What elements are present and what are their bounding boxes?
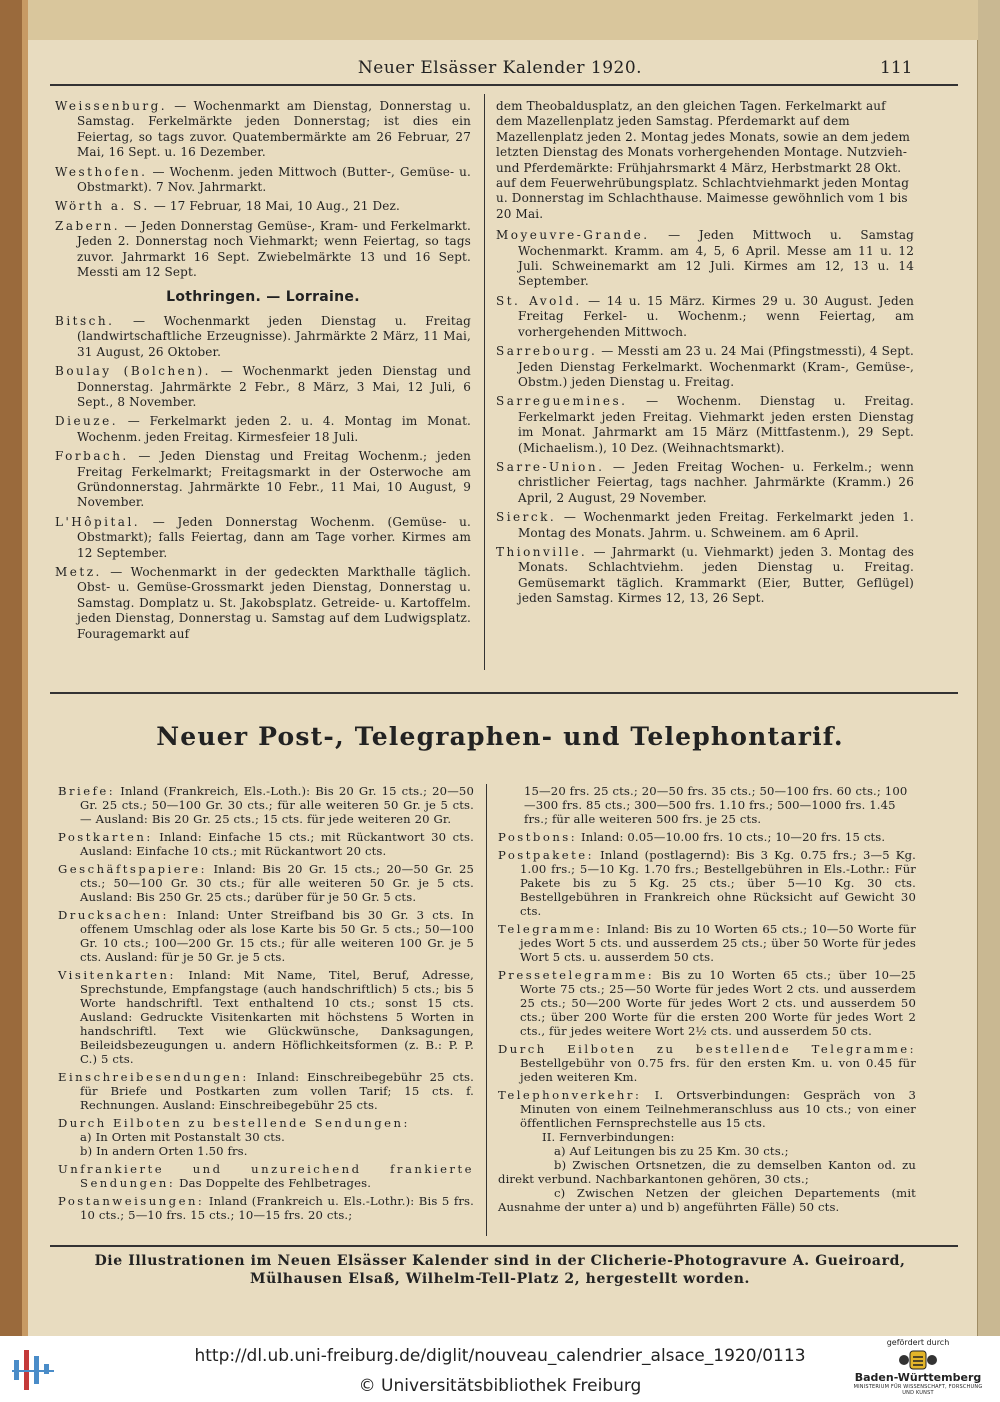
eilboten-item: b) In andern Orten 1.50 frs. [80, 1144, 248, 1158]
tariff-entry: Briefe: Inland (Frankreich, Els.-Loth.): Bis 20 Gr. 15 cts.; 20—50 Gr. 25 cts.; 50—100 Gr. 30 cts.; für alle weiteren 50 Gr. je 5 cts. — Ausland: Bis 20 Gr. 25 cts.; 15 cts. für jede weiteren 20 Gr. [58, 784, 474, 826]
book-binding [0, 0, 22, 1336]
market-entry: Moyeuvre-Grande. — Jeden Mittwoch u. Samstag Wochenmarkt. Kramm. am 4, 5, 6 April. Messe am 11 u. 12 Juli. Schweinemarkt am 12 Juli. Kirmes am 12, 13 u. 14 September. [496, 228, 914, 289]
tariff-entry: Einschreibesendungen: Inland: Einschreibegebühr 25 cts. für Briefe und Postkarten zum vollen Tarif; 15 cts. f. Rechnungen. Ausland: Einschreibegebühr 25 cts. [58, 1070, 474, 1112]
tariff-entry: Postkarten: Inland: Einfache 15 cts.; mit Rückantwort 30 cts. Ausland: Einfache 10 cts.; mit Rückantwort 20 cts. [58, 830, 474, 858]
tariff-entry: Durch Eilboten zu bestellende Sendungen: [58, 1116, 410, 1130]
tariff-entry: Geschäftspapiere: Inland: Bis 20 Gr. 15 cts.; 20—50 Gr. 25 cts.; 50—100 Gr. 30 cts.; für alle weiteren 50 Gr. je 5 cts. Ausland: Bis 250 Gr. 25 cts.; darüber für je 50 Gr. 5 cts. [58, 862, 474, 904]
market-entry: Sarreguemines. — Wochenm. Dienstag u. Freitag. Ferkelmarkt jeden Freitag. Viehmarkt jeden ersten Dienstag im Monat. Jahrmarkt am 15 März (Mittfastenm.), 29 Sept. (Michaelism.), 10 Dez. (Weihnachtsmarkt). [496, 394, 914, 455]
permalink-url[interactable]: http://dl.ub.uni-freiburg.de/diglit/nouveau_calendrier_alsace_1920/0113 [194, 1346, 806, 1366]
market-entry: L'Hôpital. — Jeden Donnerstag Wochenm. (Gemüse- u. Obstmarkt); falls Feiertag, dann am Tage vorher. Kirmes am 12 September. [55, 514, 471, 560]
fern-item: a) Auf Leitungen bis zu 25 Km. 30 cts.; [554, 1144, 789, 1158]
market-entry: Dieuze. — Ferkelmarkt jeden 2. u. 4. Montag im Monat. Wochenm. jeden Freitag. Kirmesfeier 18 Juli. [55, 414, 471, 444]
market-entry: Thionville. — Jahrmarkt (u. Viehmarkt) jeden 3. Montag des Monats. Schlachtviehm. jeden Dienstag u. Freitag. Gemüsemarkt täglich. Krammarkt (Eier, Butter, Geflügel) jeden Samstag. Kirmes 12, 13, 26 Sept. [496, 544, 914, 606]
tariff-entry: Durch Eilboten zu bestellende Telegramme: Bestellgebühr von 0.75 frs. für den ersten Km. u. von 0.45 für jeden weiteren Km. [498, 1042, 916, 1084]
sponsor-logo [848, 1338, 988, 1400]
market-entry: Sierck. — Wochenmarkt jeden Freitag. Ferkelmarkt jeden 1. Montag des Monats. Jahrm. u. Schweinem. am 6 April. [496, 510, 914, 540]
market-entry: Sarre-Union. — Jeden Freitag Wochen- u. Ferkelm.; wenn christlicher Feiertag, tags nachher. Jahrmärkte (Kramm.) 26 April, 2 August, 29 November. [496, 459, 914, 505]
lorraine-heading: Lothringen. — Lorraine. [166, 289, 360, 306]
market-entry: Wörth a. S. — 17 Februar, 18 Mai, 10 Aug., 21 Dez. [55, 199, 400, 214]
page-edge [977, 0, 1000, 1336]
section-rule [50, 692, 958, 694]
tariff-entry: Postpakete: Inland (postlagernd): Bis 3 Kg. 0.75 frs.; 3—5 Kg. 1.00 frs.; 5—10 Kg. 1.70 frs.; Bestellgebühren in Els.-Lothr.: Für Pakete bis zu 5 Kg. 25 cts.; über 5—10 Kg. 30 cts. Bestellgebühren in Frankreich ohne Rücksicht auf Gewicht 30 cts. [498, 848, 916, 918]
market-entry: Weissenburg. — Wochenmarkt am Dienstag, Donnerstag u. Samstag. Ferkelmärkte jeden Donnerstag; ist dies ein Feiertag, so tags zuvor. Quatembermärkte am 26 Februar, 27 Mai, 16 Sept. u. 16 Dezember. [55, 99, 471, 160]
imprint-rule [50, 1245, 958, 1247]
tariff-entry: Postbons: Inland: 0.05—10.00 frs. 10 cts.; 10—20 frs. 15 cts. [498, 830, 886, 844]
page-number: 111 [880, 58, 913, 78]
market-entry: Boulay (Bolchen). — Wochenmarkt jeden Dienstag und Donnerstag. Jahrmärkte 2 Febr., 8 März, 3 Mai, 12 Juli, 6 Sept., 8 November. [55, 364, 471, 409]
tariff-entry: Unfrankierte und unzureichend frankierte Sendungen: Das Doppelte des Fehlbetrages. [58, 1162, 474, 1190]
market-entry: Forbach. — Jeden Dienstag und Freitag Wochenm.; jeden Freitag Ferkelmarkt; Freitagsmarkt in der Osterwoche am Gründonnerstag. Jahrmärkte 10 Febr., 11 Mai, 10 August, 9 November. [55, 449, 471, 510]
tariff-left-column [58, 784, 474, 1226]
market-entry: Westhofen. — Wochenm. jeden Mittwoch (Butter-, Gemüse- u. Obstmarkt). 7 Nov. Jahrmarkt. [55, 164, 471, 195]
market-entry: Sarrebourg. — Messti am 23 u. 24 Mai (Pfingstmessti), 4 Sept. Jeden Dienstag Ferkelmarkt. Wochenmarkt (Kram-, Gemüse-, Obstm.) jeden Dienstag u. Freitag. [496, 344, 914, 389]
sponsor-name: Baden-Württemberg [854, 1371, 982, 1384]
tariff-entry: Visitenkarten: Inland: Mit Name, Titel, Beruf, Adresse, Sprechstunde, Empfangstage (auch handschriftlich) 5 cts.; bis 5 Worte handschriftl. Text enthaltend 10 cts.; sonst 15 cts. Ausland: Gedruckte Visitenkarten mit höchstens 5 Worten in handschriftl. Text wie Glückwünsche, Danksagungen, Beileidsbezeugungen u. andern Höflichkeitsformen (z. B.: P. P. C.) 5 cts. [58, 968, 474, 1066]
metz-continuation: dem Theobaldusplatz, an den gleichen Tagen. Ferkelmarkt auf dem Mazellenplatz jeden Samstag. Pferdemarkt auf dem Mazellenplatz jeden 2. Montag jedes Monats, sowie an dem jedem letzten Dienstag des Monats vorhergehenden Montage. Nutzvieh- und Pferdemärkte: Frühjahrsmarkt 4 März, Herbstmarkt 28 Okt. auf dem Feuerwehrübungsplatz. Schlachtviehmarkt jeden Montag u. Donnerstag im Schlachthause. Maimesse gewöhnlich vom 1 bis 20 Mai. [496, 99, 911, 221]
footer-bar [0, 1336, 1000, 1402]
eilboten-item: a) In Orten mit Postanstalt 30 cts. [80, 1130, 285, 1144]
market-entry: Zabern. — Jeden Donnerstag Gemüse-, Kram- und Ferkelmarkt. Jeden 2. Donnerstag noch Viehmarkt; wenn Feiertag, so tags zuvor. Jahrmarkt 16 Sept. Zwiebelmärkte 13 und 16 Sept. Messti am 12 Sept. [55, 218, 471, 280]
tariff-entry: Telegramme: Inland: Bis zu 10 Worten 65 cts.; 10—50 Worte für jedes Wort 5 cts. und ausserdem 25 cts.; über 50 Worte für jedes Wort 5 cts. u. ausserdem 50 cts. [498, 922, 916, 964]
running-header: Neuer Elsässer Kalender 1920. [357, 58, 643, 78]
market-entry: St. Avold. — 14 u. 15 März. Kirmes 29 u. 30 August. Jeden Freitag Ferkel- u. Wochenm.; wenn Feiertag, am vorhergehenden Mittwoch. [496, 293, 914, 339]
binding-edge [22, 0, 28, 1336]
tariff-entry: Pressetelegramme: Bis zu 10 Worten 65 cts.; über 10—25 Worte 75 cts.; 25—50 Worte für jedes Wort 2 cts. und ausserdem 25 cts.; 50—200 Worte für jedes Wort 2 cts. und ausserdem 50 cts.; über 200 Worte für die ersten 200 Worte für jedes Wort 2 cts., für jedes weitere Wort 2½ cts. und ausserdem 50 cts. [498, 968, 916, 1038]
sponsor-label: gefördert durch [886, 1338, 950, 1347]
tariff-right-column [498, 784, 916, 1214]
fern-heading: II. Fernverbindungen: [542, 1130, 675, 1144]
postanweisungen-continuation: 15—20 frs. 25 cts.; 20—50 frs. 35 cts.; 50—100 frs. 60 cts.; 100—300 frs. 85 cts.; 300—500 frs. 1.10 frs.; 500—1000 frs. 1.45 frs.; für alle weiteren 500 frs. je 25 cts. [524, 784, 908, 826]
tariff-title: Neuer Post-, Telegraphen- und Telephontarif. [156, 722, 844, 751]
sponsor-ministry: MINISTERIUM FÜR WISSENSCHAFT, FORSCHUNG UND KUNST [853, 1384, 983, 1396]
copyright-notice: © Universitätsbibliothek Freiburg [358, 1376, 642, 1396]
market-entry: Metz. — Wochenmarkt in der gedeckten Markthalle täglich. Obst- u. Gemüse-Grossmarkt jeden Dienstag, Donnerstag u. Samstag. Domplatz u. St. Jakobsplatz. Getreide- u. Kartoffelm. jeden Dienstag, Donnerstag u. Samstag auf dem Ludwigsplatz. Fouragemarkt auf [55, 564, 471, 641]
tariff-entry: Postanweisungen: Inland (Frankreich u. Els.-Lothr.): Bis 5 frs. 10 cts.; 5—10 frs. 15 cts.; 10—15 frs. 20 cts.; [58, 1194, 474, 1222]
column-divider [484, 94, 485, 670]
fern-item: b) Zwischen Ortsnetzen, die zu demselben Kanton od. zu direkt verbund. Nachbarkantonen gehören, 30 cts.; [498, 1158, 916, 1186]
tariff-entry: Drucksachen: Inland: Unter Streifband bis 30 Gr. 3 cts. In offenem Umschlag oder als lose Karte bis 50 Gr. 5 cts.; 50—100 Gr. 10 cts.; 100—200 Gr. 15 cts.; für alle weiteren 100 Gr. je 5 cts. Ausland: für je 50 Gr. je 5 cts. [58, 908, 474, 964]
page-top-shadow [28, 0, 978, 40]
column-divider [486, 784, 487, 1236]
coat-of-arms-icon [896, 1349, 940, 1371]
imprint-line: Mülhausen Elsaß, Wilhelm-Tell-Platz 2, hergestellt worden. [250, 1271, 750, 1287]
markets-right-column [496, 99, 914, 611]
markets-left-column [55, 99, 471, 646]
market-entry: Bitsch. — Wochenmarkt jeden Dienstag u. Freitag (landwirtschaftliche Erzeugnisse). Jahrmärkte 2 März, 11 Mai, 31 August, 26 Oktober. [55, 313, 471, 359]
imprint-line: Die Illustrationen im Neuen Elsässer Kalender sind in der Clicherie-Photogravure A. Gueiroard, [94, 1253, 906, 1269]
tariff-entry: Telephonverkehr: I. Ortsverbindungen: Gespräch von 3 Minuten von einem Teilnehmeranschluss aus 10 cts.; von einer öffentlichen Fernsprechstelle aus 15 cts. [498, 1088, 916, 1130]
fern-item: c) Zwischen Netzen der gleichen Departements (mit Ausnahme der unter a) und b) angeführten Fälle) 50 cts. [498, 1186, 916, 1214]
header-rule [50, 84, 958, 86]
